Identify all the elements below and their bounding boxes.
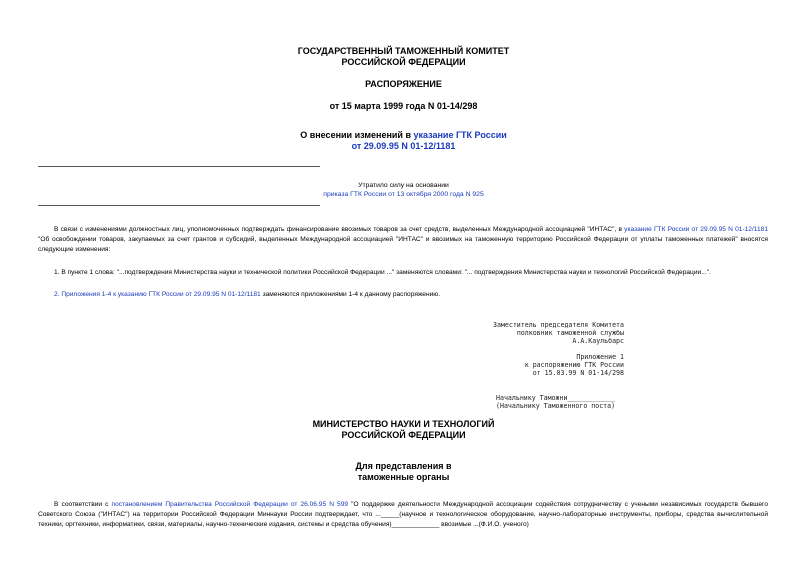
- org-line-2: РОССИЙСКОЙ ФЕДЕРАЦИИ: [341, 57, 466, 67]
- subject-link[interactable]: указание ГТК России: [413, 130, 507, 140]
- org-line-1: ГОСУДАРСТВЕННЫЙ ТАМОЖЕННЫЙ КОМИТЕТ: [297, 46, 510, 56]
- divider-top: [38, 166, 320, 167]
- doc-subject: [0, 130, 807, 152]
- paragraph-intro: В связи с изменениями должностных лиц, уполномоченных подтверждать финансирование ввозимых товаров за счет средств, выделенных Международной ассоциацией "ИНТАС", в указание ГТК России от 29.09.95 N 01-12/1181 "Об освобождении товаров, закупаемых за счет грантов и субсидий, выделенных Международной ассоциацией "ИНТАС" и ввозимых на таможенную территорию Российской Федерации от уплаты таможенных платежей" вносятся следующие изменения:: [38, 226, 768, 253]
- doc-type: РАСПОРЯЖЕНИЕ: [365, 79, 442, 89]
- subject-prefix: О внесении изменений в: [300, 130, 414, 140]
- org-title: [0, 46, 807, 68]
- doc-date: от 15 марта 1999 года N 01-14/298: [329, 101, 478, 111]
- paragraph-item-1: 1. В пункте 1 слова: "...подтверждения Министерства науки и технической политики Российской Федерации ..." заменяются словами: "... подтверждения Министерства науки и технологий Российской Федерации...".: [54, 269, 711, 276]
- final-link[interactable]: постановлением Правительства Российской Федерации от 26.06.95 N 599: [111, 501, 349, 508]
- p3-link[interactable]: Приложения 1-4 к указанию ГТК России от 29.09.95 N 01-12/1181: [61, 291, 261, 298]
- status-note: [0, 181, 807, 199]
- signature-block: Заместитель председателя Комитета полковник таможенной службы А.А.Каульбарс: [492, 321, 624, 345]
- p1-link[interactable]: указание ГТК России от 29.09.95 N 01-12/1181: [624, 226, 768, 233]
- status-text: Утратило силу на основании: [358, 182, 449, 189]
- ministry-title: МИНИСТЕРСТВО НАУКИ И ТЕХНОЛОГИЙ РОССИЙСКОЙ ФЕДЕРАЦИИ: [312, 419, 495, 440]
- appendix-ref: Приложение 1 к распоряжению ГТК России от 15.03.99 N 01-14/298: [524, 353, 624, 377]
- subject-link-line2[interactable]: от 29.09.95 N 01-12/1181: [351, 141, 456, 151]
- addressee: Начальнику Таможни____________ (Начальнику Таможенного поста): [496, 394, 616, 410]
- divider-bottom: [38, 205, 320, 206]
- for-customs-title: Для представления в таможенные органы: [355, 461, 452, 482]
- paragraph-item-2: 2. Приложения 1-4 к указанию ГТК России от 29.09.95 N 01-12/1181 заменяются приложениями 1-4 к данному распоряжению.: [54, 291, 441, 298]
- status-link[interactable]: приказа ГТК России от 13 октября 2000 года N 925: [323, 191, 484, 198]
- paragraph-final: В соответствии с постановлением Правительства Российской Федерации от 26.06.95 N 599 "О поддержке деятельности Международной ассоциации содействия сотрудничеству с учеными независимых государств бывшего Советского Союза ("ИНТАС") на территории Российской Федерации Миннауки России подтверждает, что ..._____(научное и технологическое оборудование, научно-лабораторные инструменты, приборы, средства вычислительной техники, оргтехники, информатики, связи, материалы, научно-технические издания, системы и средства обучения)_____________ ввозимые ...(Ф.И.О. ученого): [38, 501, 768, 528]
